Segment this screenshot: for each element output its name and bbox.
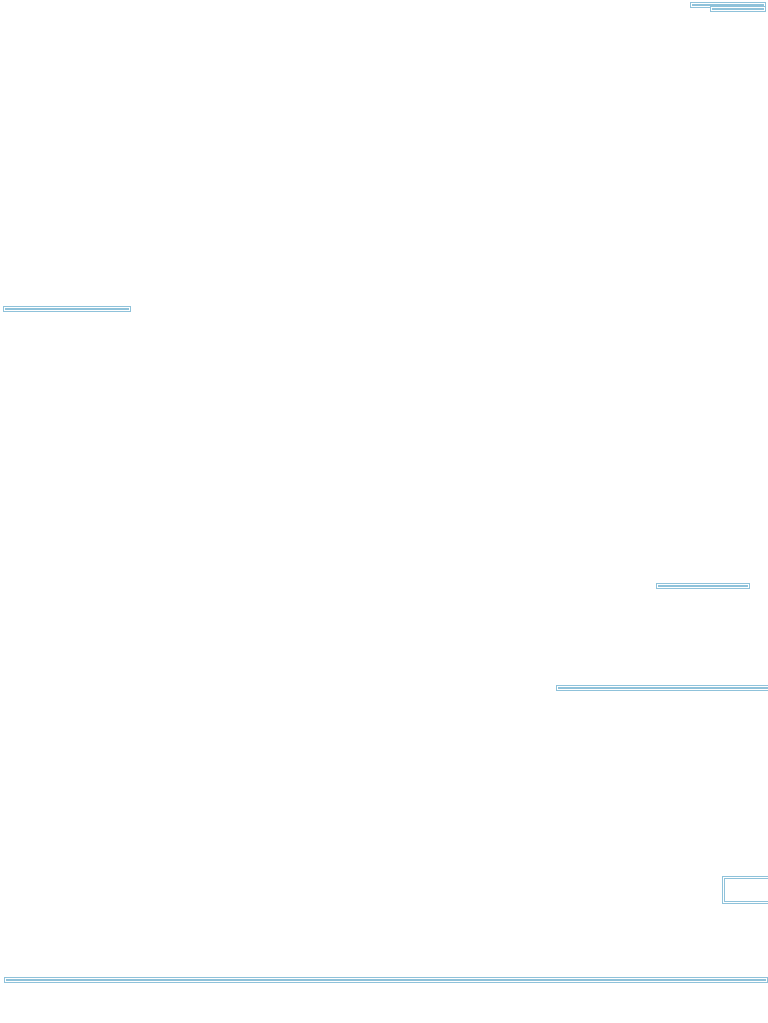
chart-points-table [556, 685, 768, 691]
parallel-legend [722, 876, 768, 904]
footer [4, 977, 768, 983]
asteroid-longitude-table [656, 583, 750, 589]
